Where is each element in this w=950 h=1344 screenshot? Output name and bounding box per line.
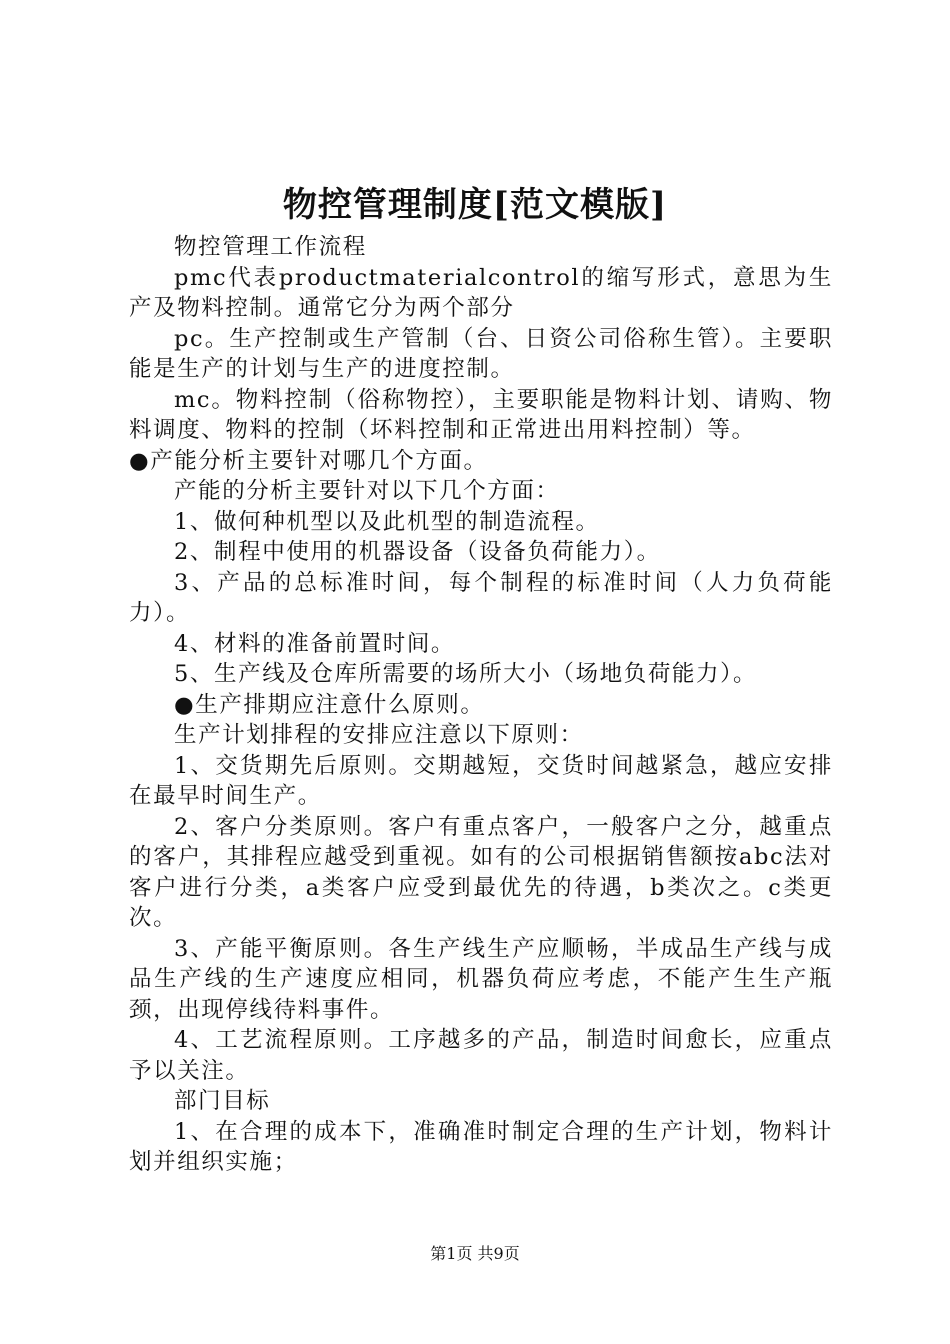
paragraph: mc。物料控制（俗称物控），主要职能是物料计划、请购、物料调度、物料的控制（坏料控制和正常进出用料控制）等。 (129, 386, 833, 443)
bullet-heading: ●产能分析主要针对哪几个方面。 (129, 447, 488, 474)
list-item: 1、在合理的成本下，准确准时制定合理的生产计划，物料计划并组织实施； (129, 1118, 833, 1175)
document-title: 物控管理制度[范文模版] (282, 185, 668, 225)
list-item: 2、客户分类原则。客户有重点客户，一般客户之分，越重点的客户，其排程应越受到重视。如有的公司根据销售额按abc法对客户进行分类，a类客户应受到最优先的待遇，b类次之。c类更次。 (129, 813, 833, 931)
document-body (129, 232, 833, 1178)
list-item: 1、做何种机型以及此机型的制造流程。 (174, 508, 600, 535)
list-item: 2、制程中使用的机器设备（设备负荷能力）。 (174, 539, 661, 565)
paragraph: pc。生产控制或生产管制（台、日资公司俗称生管）。主要职能是生产的计划与生产的进度控制。 (129, 325, 833, 382)
list-item: 4、工艺流程原则。工序越多的产品，制造时间愈长，应重点予以关注。 (129, 1027, 833, 1084)
list-item: 4、材料的准备前置时间。 (174, 630, 456, 657)
list-item: 3、产品的总标准时间，每个制程的标准时间（人力负荷能力）。 (129, 569, 833, 626)
paragraph: 产能的分析主要针对以下几个方面： (174, 478, 560, 504)
section-heading: 部门目标 (174, 1088, 271, 1114)
paragraph: pmc代表productmaterialcontrol的缩写形式，意思为生产及物料控制。通常它分为两个部分 (129, 264, 833, 321)
list-item: 3、产能平衡原则。各生产线生产应顺畅，半成品生产线与成品生产线的生产速度应相同，机器负荷应考虑，不能产生生产瓶颈，出现停线待料事件。 (129, 935, 833, 1023)
paragraph: 生产计划排程的安排应注意以下原则： (174, 722, 584, 748)
paragraph: 物控管理工作流程 (174, 234, 367, 260)
page-footer: 第1页 共9页 (430, 1244, 520, 1263)
list-item: 5、生产线及仓库所需要的场所大小（场地负荷能力）。 (174, 661, 758, 687)
list-item: 1、交货期先后原则。交期越短，交货时间越紧急，越应安排在最早时间生产。 (129, 752, 833, 809)
bullet-heading: ●生产排期应注意什么原则。 (174, 691, 485, 718)
